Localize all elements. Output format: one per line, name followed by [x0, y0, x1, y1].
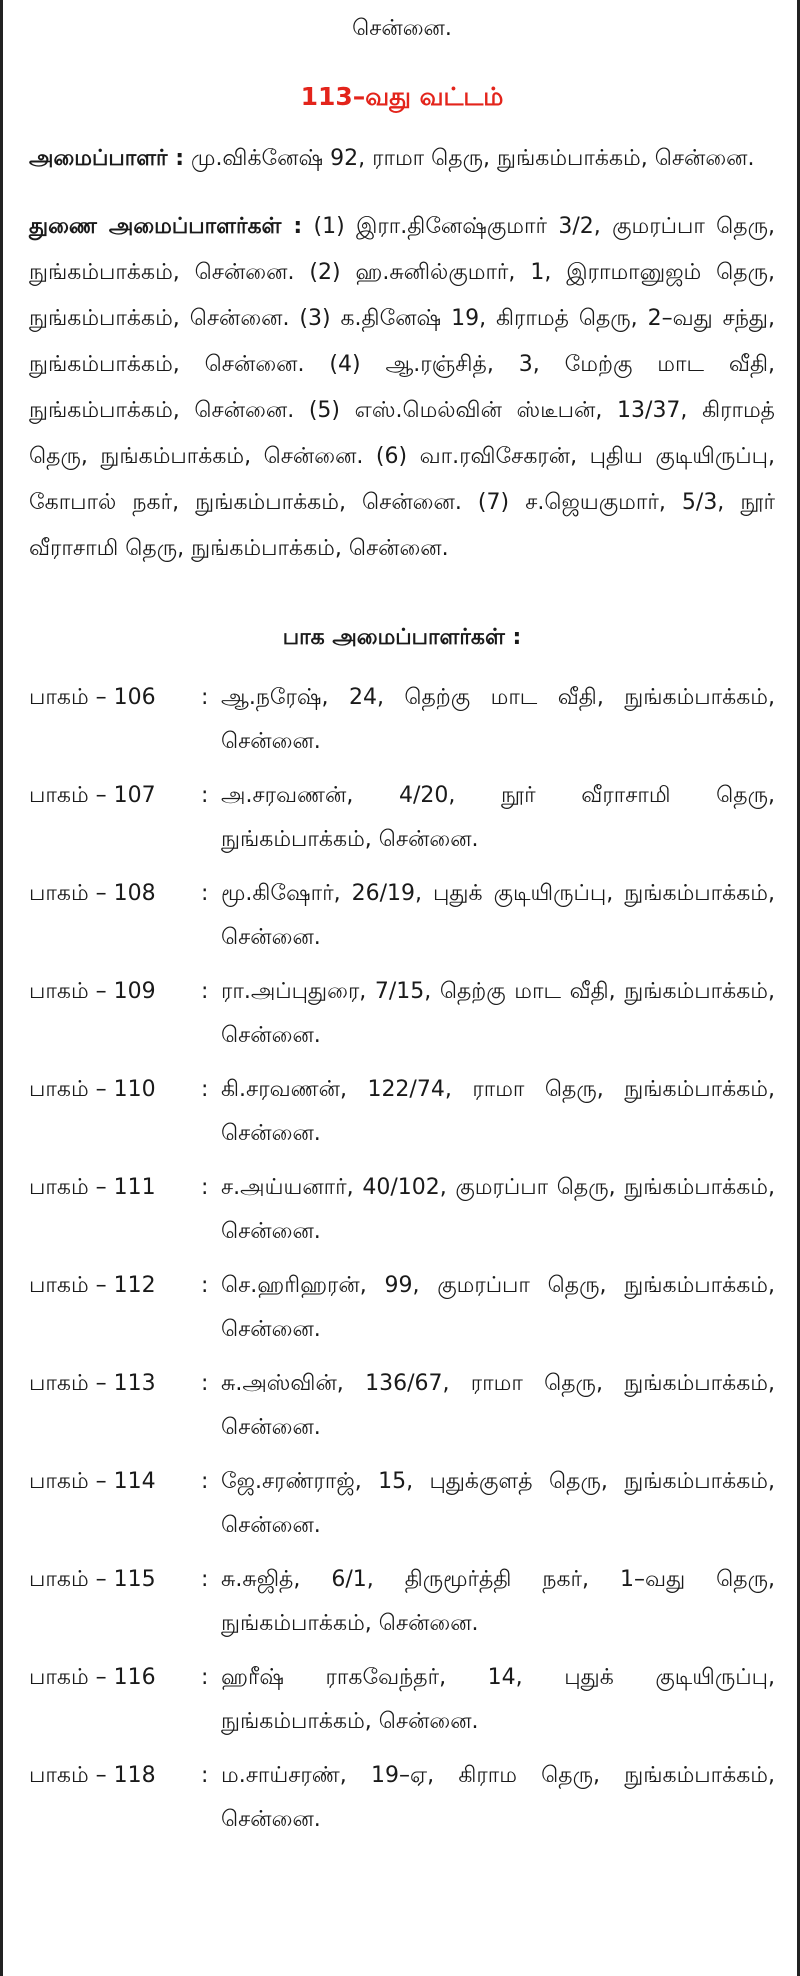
part-label: பாகம் – 111 — [29, 1175, 156, 1200]
organizer-paragraph — [29, 136, 775, 182]
part-colon: : — [201, 783, 209, 808]
part-label: பாகம் – 107 — [29, 783, 156, 808]
part-label: பாகம் – 115 — [29, 1567, 156, 1592]
parts-heading: பாக அமைப்பாளர்கள் : — [282, 625, 522, 650]
part-address: செ.ஹரிஹரன், 99, குமரப்பா தெரு, நுங்கம்பாக்கம், சென்னை. — [221, 1273, 775, 1342]
ward-title: 113–வது வட்டம் — [300, 82, 504, 111]
part-colon: : — [201, 979, 209, 1004]
part-row — [29, 1264, 775, 1352]
part-row — [29, 676, 775, 764]
part-label: பாகம் – 109 — [29, 979, 156, 1004]
part-colon: : — [201, 1371, 209, 1396]
part-row — [29, 1362, 775, 1450]
part-label: பாகம் – 110 — [29, 1077, 156, 1102]
part-address: ரா.அப்புதுரை, 7/15, தெற்கு மாட வீதி, நுங்கம்பாக்கம், சென்னை. — [221, 979, 775, 1048]
part-colon: : — [201, 1469, 209, 1494]
part-colon: : — [201, 1273, 209, 1298]
deputy-organizers-text: (1) இரா.தினேஷ்குமார் 3/2, குமரப்பா தெரு, நுங்கம்பாக்கம், சென்னை. (2) ஹ.சுனில்குமார், 1, இராமானுஜம் தெரு, நுங்கம்பாக்கம், சென்னை. (3) க.தினேஷ் 19, கிராமத் தெரு, 2–வது சந்து, நுங்கம்பாக்கம், சென்னை. (4) ஆ.ரஞ்சித், 3, மேற்கு மாட வீதி, நுங்கம்பாக்கம், சென்னை. (5) எஸ்.மெல்வின் ஸ்டீபன், 13/37, கிராமத் தெரு, நுங்கம்பாக்கம், சென்னை. (6) வா.ரவிசேகரன், புதிய குடியிருப்பு, கோபால் நகர், நுங்கம்பாக்கம், சென்னை. (7) ச.ஜெயகுமார், 5/3, நூர் வீராசாமி தெரு, நுங்கம்பாக்கம், சென்னை. — [29, 214, 775, 561]
top-city-line: சென்னை. — [352, 16, 452, 41]
organizer-text: மு.விக்னேஷ் 92, ராமா தெரு, நுங்கம்பாக்கம், சென்னை. — [191, 146, 755, 171]
part-label: பாகம் – 108 — [29, 881, 156, 906]
part-address: ம.சாய்சரண், 19–ஏ, கிராம தெரு, நுங்கம்பாக்கம், சென்னை. — [221, 1763, 775, 1832]
deputy-organizers-label: துணை அமைப்பாளர்கள் : — [29, 214, 303, 239]
part-address: சு.அஸ்வின், 136/67, ராமா தெரு, நுங்கம்பாக்கம், சென்னை. — [221, 1371, 775, 1440]
part-address: மூ.கிஷோர், 26/19, புதுக் குடியிருப்பு, நுங்கம்பாக்கம், சென்னை. — [221, 881, 775, 950]
deputy-organizers-paragraph — [29, 204, 775, 572]
part-row — [29, 774, 775, 862]
part-row — [29, 1656, 775, 1744]
part-address: ஆ.நரேஷ், 24, தெற்கு மாட வீதி, நுங்கம்பாக்கம், சென்னை. — [221, 685, 775, 754]
part-row — [29, 1166, 775, 1254]
part-address: ஜே.சரண்ராஜ், 15, புதுக்குளத் தெரு, நுங்கம்பாக்கம், சென்னை. — [221, 1469, 775, 1538]
part-label: பாகம் – 106 — [29, 685, 156, 710]
part-row — [29, 970, 775, 1058]
part-row — [29, 1558, 775, 1646]
part-colon: : — [201, 881, 209, 906]
parts-list — [29, 676, 775, 1842]
part-address: ச.அய்யனார், 40/102, குமரப்பா தெரு, நுங்கம்பாக்கம், சென்னை. — [221, 1175, 775, 1244]
document-content — [29, 0, 775, 1852]
part-row — [29, 1754, 775, 1842]
part-address: அ.சரவணன், 4/20, நூர் வீராசாமி தெரு, நுங்கம்பாக்கம், சென்னை. — [221, 783, 775, 852]
part-address: ஹரீஷ் ராகவேந்தர், 14, புதுக் குடியிருப்பு, நுங்கம்பாக்கம், சென்னை. — [221, 1665, 775, 1734]
part-label: பாகம் – 116 — [29, 1665, 156, 1690]
part-row — [29, 1068, 775, 1156]
part-address: சு.சுஜித், 6/1, திருமூர்த்தி நகர், 1–வது தெரு, நுங்கம்பாக்கம், சென்னை. — [221, 1567, 775, 1636]
part-address: கி.சரவணன், 122/74, ராமா தெரு, நுங்கம்பாக்கம், சென்னை. — [221, 1077, 775, 1146]
part-colon: : — [201, 1665, 209, 1690]
part-label: பாகம் – 113 — [29, 1371, 156, 1396]
part-colon: : — [201, 685, 209, 710]
part-colon: : — [201, 1567, 209, 1592]
part-row — [29, 872, 775, 960]
part-label: பாகம் – 112 — [29, 1273, 156, 1298]
part-row — [29, 1460, 775, 1548]
part-colon: : — [201, 1077, 209, 1102]
part-colon: : — [201, 1175, 209, 1200]
part-label: பாகம் – 118 — [29, 1763, 156, 1788]
part-colon: : — [201, 1763, 209, 1788]
organizer-label: அமைப்பாளர் : — [29, 146, 185, 171]
part-label: பாகம் – 114 — [29, 1469, 156, 1494]
